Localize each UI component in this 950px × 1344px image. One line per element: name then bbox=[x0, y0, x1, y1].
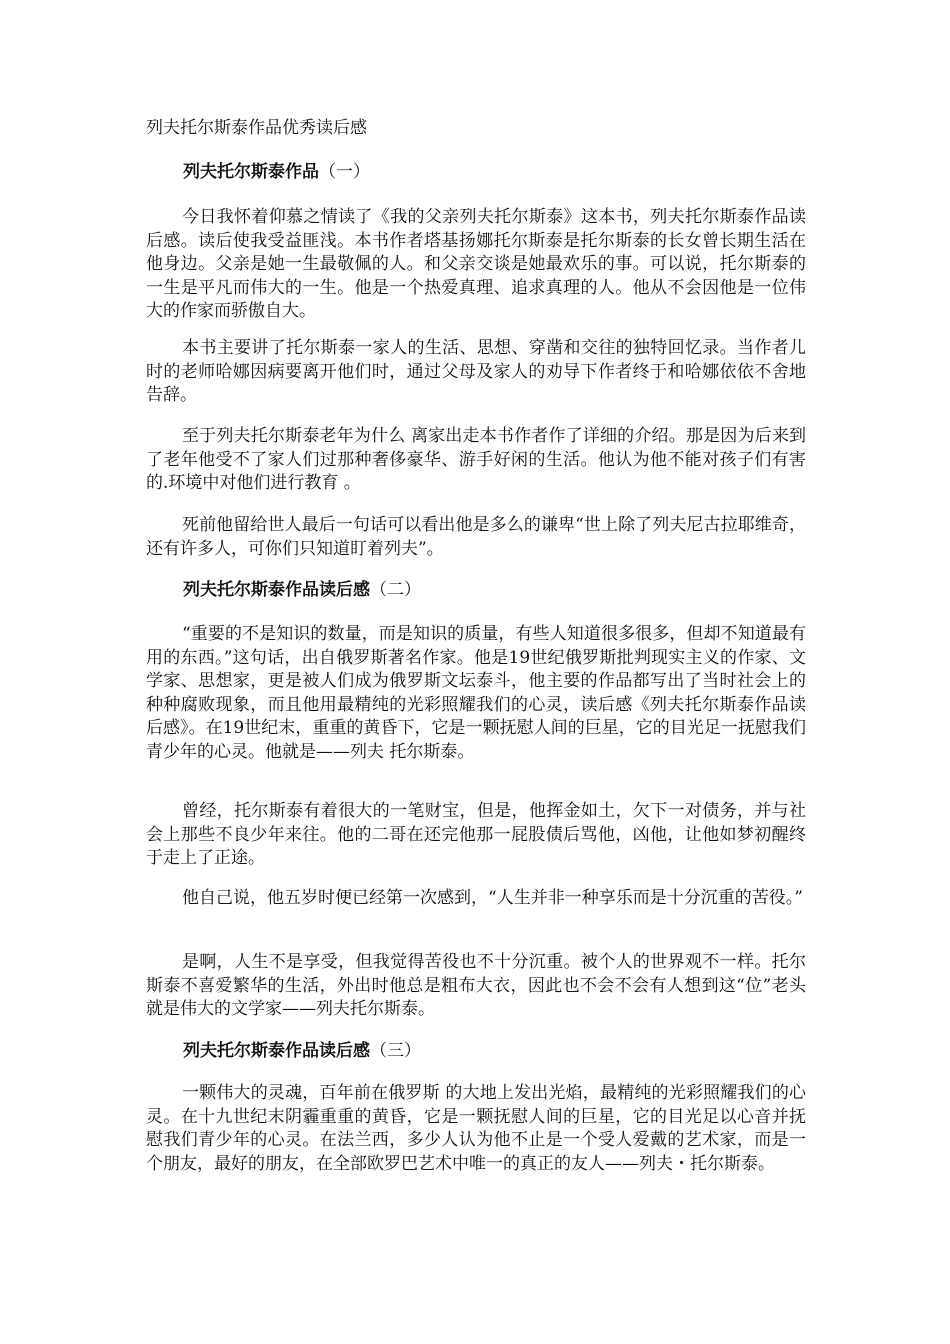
section-1-paragraph-1: 今日我怀着仰慕之情读了《我的父亲列夫托尔斯泰》这本书，列夫托尔斯泰作品读后感。读后使我受益匪浅。本书作者塔基扬娜托尔斯泰是托尔斯泰的长女曾长期生活在他身边。父亲是她一生最敬佩的人。和父亲交谈是她最欢乐的事。可以说，托尔斯泰的一生是平凡而伟大的一生。他是一个热爱真理、追求真理的人。他从不会因他是一位伟大的作家而骄傲自大。 bbox=[146, 207, 806, 321]
section-2-paragraph-1: “重要的不是知识的数量，而是知识的质量，有些人知道很多很多，但却不知道最有用的东西。”这句话，出自俄罗斯著名作家。他是19世纪俄罗斯批判现实主义的作家、文学家、思想家，更是被人们成为俄罗斯文坛泰斗，他主要的作品都写出了当时社会上的种种腐败现象，而且他用最精纯的光彩照耀我们的心灵，读后感《列夫托尔斯泰作品读后感》。在19世纪末，重重的黄昏下，它是一颗抚慰人间的巨星，它的目光足一抚慰我们青少年的心灵。他就是——列夫 托尔斯泰。 bbox=[146, 624, 806, 762]
section-2-paragraph-4: 是啊，人生不是享受，但我觉得苦役也不十分沉重。被个人的世界观不一样。托尔斯泰不喜爱繁华的生活，外出时他总是粗布大衣，因此也不会不会有人想到这“位”老头就是伟大的文学家——列夫托尔斯泰。 bbox=[146, 952, 806, 1019]
section-1-paragraph-3: 至于列夫托尔斯泰老年为什么 离家出走本书作者作了详细的介绍。那是因为后来到了老年他受不了家人们过那种奢侈豪华、游手好闲的生活。他认为他不能对孩子们有害的.环境中对他们进行教育 。 bbox=[146, 426, 806, 493]
section-2-heading bbox=[183, 578, 421, 602]
section-1-heading bbox=[183, 160, 370, 184]
section-1-paragraph-2: 本书主要讲了托尔斯泰一家人的生活、思想、穿凿和交往的独特回忆录。当作者儿时的老师哈娜因病要离开他们时，通过父母及家人的劝导下作者终于和哈娜依依不舍地告辞。 bbox=[146, 338, 806, 405]
section-3-heading bbox=[183, 1039, 421, 1063]
section-3-paragraph-1: 一颗伟大的灵魂，百年前在俄罗斯 的大地上发出光焰，最精纯的光彩照耀我们的心灵。在十九世纪末阴霾重重的黄昏，它是一颗抚慰人间的巨星，它的目光足以心音并抚慰我们青少年的心灵。在法兰西，多少人认为他不止是一个受人爱戴的艺术家，而是一个朋友，最好的朋友，在全部欧罗巴艺术中唯一的真正的友人——列夫・托尔斯泰。 bbox=[146, 1083, 806, 1174]
section-2-heading-text: 列夫托尔斯泰作品读后感 bbox=[183, 580, 370, 600]
section-2-heading-number: （二） bbox=[370, 580, 421, 600]
section-3-heading-number: （三） bbox=[370, 1041, 421, 1061]
section-3-heading-text: 列夫托尔斯泰作品读后感 bbox=[183, 1041, 370, 1061]
document-title: 列夫托尔斯泰作品优秀读后感 bbox=[146, 118, 367, 138]
section-2-paragraph-2: 曾经，托尔斯泰有着很大的一笔财宝，但是，他挥金如土，欠下一对债务，并与社会上那些不良少年来往。他的二哥在还完他那一屁股债后骂他，凶他，让他如梦初醒终于走上了正途。 bbox=[146, 801, 806, 868]
section-1-heading-number: （一） bbox=[319, 162, 370, 182]
section-1-heading-text: 列夫托尔斯泰作品 bbox=[183, 162, 319, 182]
section-1-paragraph-4: 死前他留给世人最后一句话可以看出他是多么的谦卑“世上除了列夫尼古拉耶维奇，还有许多人，可你们只知道盯着列夫”。 bbox=[146, 515, 806, 559]
section-2-paragraph-3: 他自己说，他五岁时便已经第一次感到，“人生并非一种享乐而是十分沉重的苦役。” bbox=[182, 888, 803, 908]
